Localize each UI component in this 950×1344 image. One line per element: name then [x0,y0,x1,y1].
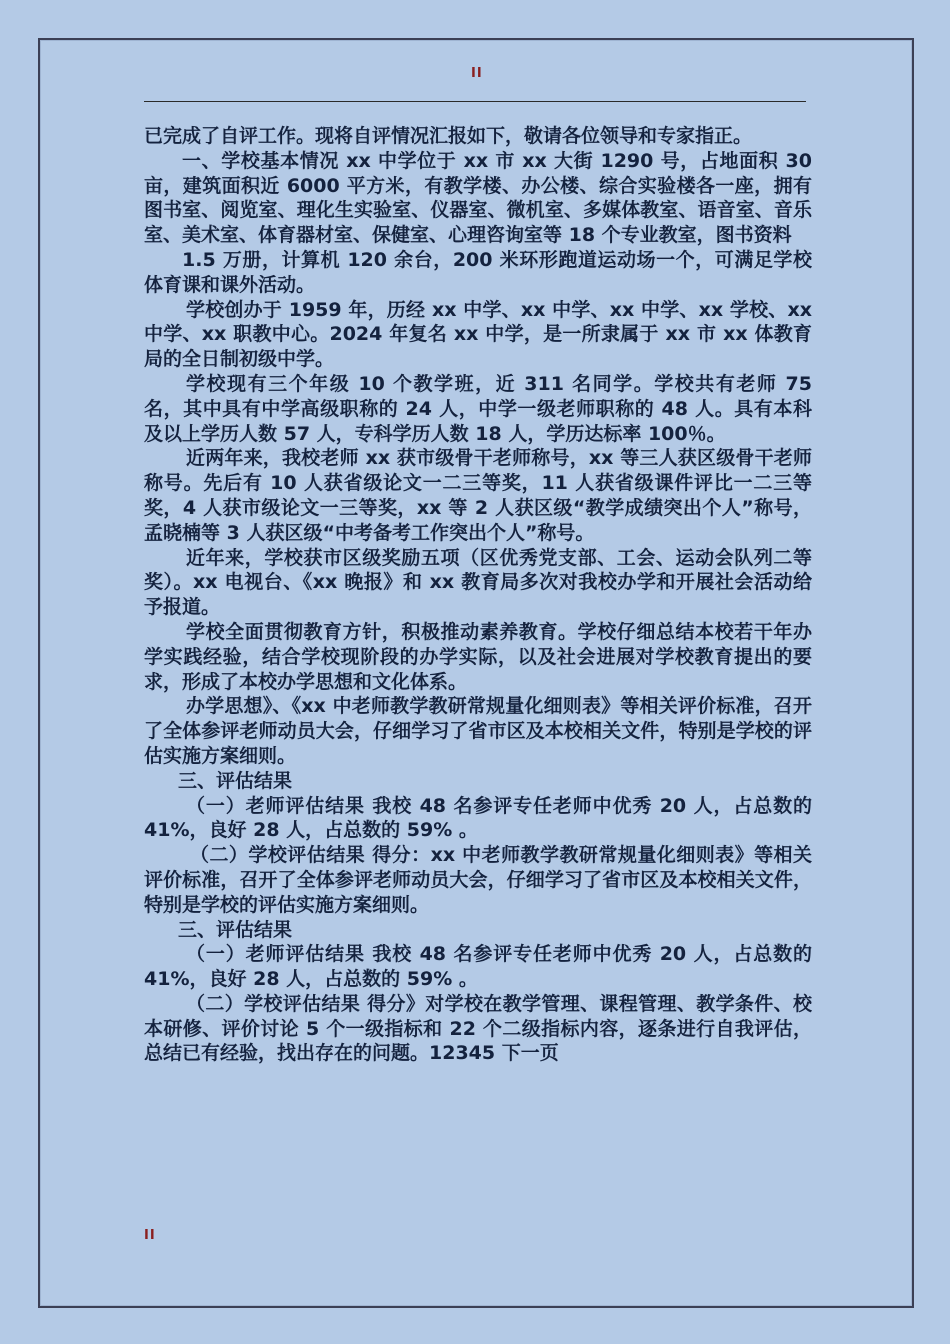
paragraph-school-results-repeat: （二）学校评估结果 得分》对学校在教学管理、课程管理、教学条件、校本研修、评价讨论 5 个一级指标和 22 个二级指标内容，逐条进行自我评估，总结已有经验，找出存在的问题。12345 下一页 [144,992,812,1065]
document-body [144,124,812,1066]
paragraph-teacher-awards: 近两年来，我校老师 xx 获市级骨干老师称号，xx 等三人获区级骨干老师称号。先后有 10 人获省级论文一二三等奖，11 人获省级课件评比一二三等奖，4 人获市级论文一三等奖，xx 等 2 人获区级“教学成绩突出个人”称号，孟晓楠等 3 人获区级“中考备考工作突出个人”称号。 [144,447,812,544]
paragraph-teacher-results-repeat: （一）老师评估结果 我校 48 名参评专任老师中优秀 20 人，占总数的 41%，良好 28 人，占总数的 59% 。 [144,943,812,991]
paragraph-evaluation-standards: 办学思想》、《xx 中老师教学教研常规量化细则表》等相关评价标准，召开了全体参评老师动员大会，仔细学习了省市区及本校相关文件，特别是学校的评估实施方案细则。 [144,695,812,767]
header-divider [144,101,806,102]
paragraph-school-history: 学校创办于 1959 年，历经 xx 中学、xx 中学、xx 中学、xx 学校、xx 中学、xx 职教中心。2024 年复名 xx 中学，是一所隶属于 xx 市 xx 体教育局的全日制初级中学。 [144,298,812,371]
section-heading-results: 三、评估结果 [178,769,293,792]
paragraph-school-results: （二）学校评估结果 得分：xx 中老师教学教研常规量化细则表》等相关评价标准，召开了全体参评老师动员大会，仔细学习了省市区及本校相关文件，特别是学校的评估实施方案细则。 [144,844,812,916]
paragraph-school-basic-info: 一、学校基本情况 xx 中学位于 xx 市 xx 大街 1290 号，占地面积 30 亩，建筑面积近 6000 平方米，有教学楼、办公楼、综合实验楼各一座，拥有图书室、阅览室、理化生实验室、仪器室、微机室、多媒体教室、语音室、音乐室、美术室、体育器材室、保健室、心理咨询室等 18 个专业教室，图书资料 [144,149,812,247]
paragraph-education-policy: 学校全面贯彻教育方针，积极推动素养教育。学校仔细总结本校若干年办学实践经验，结合学校现阶段的办学实际，以及社会进展对学校教育提出的要求，形成了本校办学思想和文化体系。 [144,620,812,693]
paragraph-teacher-results: （一）老师评估结果 我校 48 名参评专任老师中优秀 20 人，占总数的 41%，良好 28 人，占总数的 59% 。 [144,794,812,842]
footer-mark: II [144,1228,156,1243]
paragraph-school-awards: 近年来，学校获市区级奖励五项（区优秀党支部、工会、运动会队列二等奖）。xx 电视台、《xx 晚报》和 xx 教育局多次对我校办学和开展社会活动给予报道。 [144,546,812,619]
paragraph-books-computers: 1.5 万册，计算机 120 余台，200 米环形跑道运动场一个，可满足学校体育课和课外活动。 [144,248,812,296]
paragraph-staff-students: 学校现有三个年级 10 个教学班，近 311 名同学。学校共有老师 75 名，其中具有中学高级职称的 24 人，中学一级老师职称的 48 人。具有本科及以上学历人数 57 人，专科学历人数 18 人，学历达标率 100％。 [144,372,812,445]
paragraph-intro: 已完成了自评工作。现将自评情况汇报如下，敬请各位领导和专家指正。 [144,125,753,147]
section-heading-results-repeat: 三、评估结果 [178,918,293,941]
header-mark: II [471,66,483,81]
